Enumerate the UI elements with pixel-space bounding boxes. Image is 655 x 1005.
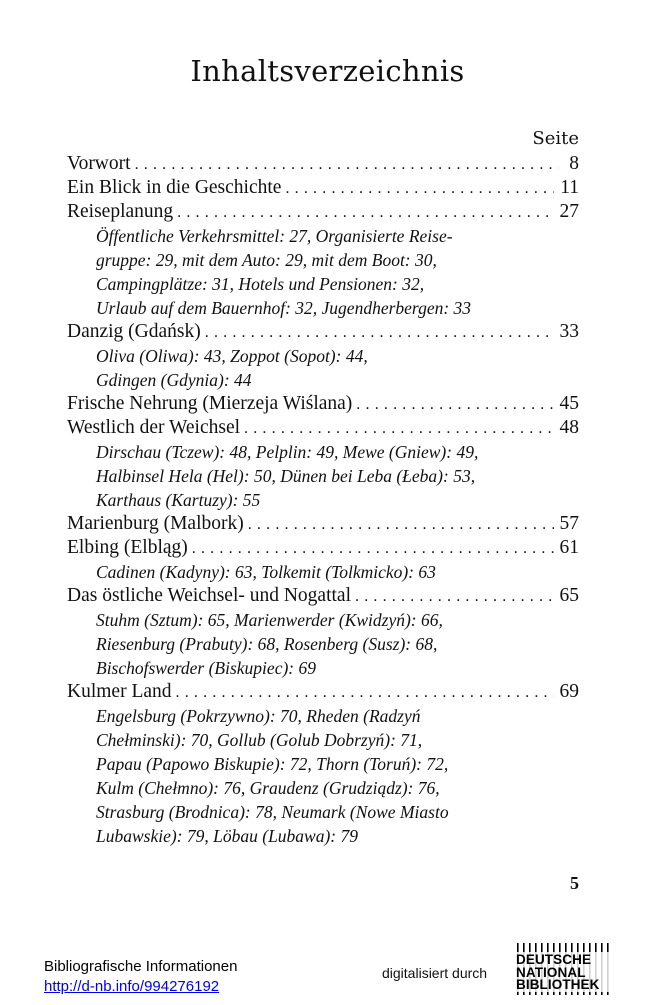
toc-leader-dots xyxy=(192,537,554,561)
toc-subentry-line xyxy=(67,224,579,248)
toc-subentry-text: Cadinen (Kadyny): 63, Tolkemit (Tolkmicko): 63 xyxy=(96,562,436,582)
toc-entry xyxy=(67,512,579,536)
toc-subentry-text: Bischofswerder (Biskupiec): 69 xyxy=(96,658,316,678)
toc-entry-page: 69 xyxy=(559,681,579,702)
toc-entry-title: Marienburg (Malbork) xyxy=(67,513,244,534)
toc-entry xyxy=(67,536,579,560)
page-number: 5 xyxy=(570,873,579,893)
toc-entry-title: Reiseplanung xyxy=(67,201,174,222)
toc-entry-title: Kulmer Land xyxy=(67,681,172,702)
toc-entry xyxy=(67,392,579,416)
toc-entry-title: Danzig (Gdańsk) xyxy=(67,321,201,342)
toc-entry-page: 27 xyxy=(559,201,579,222)
toc-entry-page: 61 xyxy=(559,537,579,558)
toc-subentry-text: Chełminski): 70, Gollub (Golub Dobrzyń): 71, xyxy=(96,730,423,750)
toc-leader-dots xyxy=(285,177,554,201)
toc-subentry-text: Strasburg (Brodnica): 78, Neumark (Nowe Miasto xyxy=(96,802,449,822)
toc-subentry-text: Halbinsel Hela (Hel): 50, Dünen bei Leba (Łeba): 53, xyxy=(96,466,476,486)
toc-subentry-line xyxy=(67,296,579,320)
toc-leader-dots xyxy=(205,321,554,345)
toc-subentry-text: Lubawskie): 79, Löbau (Lubawa): 79 xyxy=(96,826,359,846)
toc-leader-dots xyxy=(177,201,553,225)
toc-subentry-text: gruppe: 29, mit dem Auto: 29, mit dem Boot: 30, xyxy=(96,250,437,270)
toc-subentry-line xyxy=(67,704,579,728)
toc-subentry-line xyxy=(67,272,579,296)
toc-entry-page: 8 xyxy=(569,153,579,174)
toc-entry xyxy=(67,680,579,704)
toc-subentry-line xyxy=(67,656,579,680)
toc-subentry-text: Dirschau (Tczew): 48, Pelplin: 49, Mewe (Gniew): 49, xyxy=(96,442,479,462)
digitized-by-label: digitalisiert durch xyxy=(382,965,488,981)
toc-entry xyxy=(67,584,579,608)
toc-entry-title: Das östliche Weichsel- und Nogattal xyxy=(67,585,351,606)
dnb-logo xyxy=(514,943,614,995)
dnb-logo-text: DEUTSCHE NATIONAL BIBLIOTHEK xyxy=(516,952,600,992)
toc-leader-dots xyxy=(244,417,553,441)
toc-leader-dots xyxy=(248,513,554,537)
toc-leader-dots xyxy=(135,153,559,177)
toc-leader-dots xyxy=(176,681,554,705)
toc-entry xyxy=(67,176,579,200)
toc-entry-title: Vorwort xyxy=(67,153,131,174)
toc-entry xyxy=(67,416,579,440)
toc-subentry-line xyxy=(67,800,579,824)
toc-subentry-line xyxy=(67,368,579,392)
toc-subentry-text: Riesenburg (Prabuty): 68, Rosenberg (Susz): 68, xyxy=(96,634,438,654)
toc-entry-page: 33 xyxy=(559,321,579,342)
toc-entry-page: 65 xyxy=(559,585,579,606)
toc-entry-page: 11 xyxy=(560,177,579,198)
toc-entry-title: Ein Blick in die Geschichte xyxy=(67,177,282,198)
toc-subentry-text: Papau (Papowo Biskupie): 72, Thorn (Toruń): 72, xyxy=(96,754,449,774)
toc-subentry-text: Öffentliche Verkehrsmittel: 27, Organisierte Reise- xyxy=(96,226,453,246)
toc-subentry-text: Karthaus (Kartuzy): 55 xyxy=(96,490,261,510)
toc-entry-page: 57 xyxy=(559,513,579,534)
toc-subentry-text: Campingplätze: 31, Hotels und Pensionen: 32, xyxy=(96,274,425,294)
toc-subentry-text: Engelsburg (Pokrzywno): 70, Rheden (Radzyń xyxy=(96,706,421,726)
toc-entry-title: Westlich der Weichsel xyxy=(67,417,241,438)
toc-subentry-text: Gdingen (Gdynia): 44 xyxy=(96,370,252,390)
toc-subentry-text: Oliva (Oliwa): 43, Zoppot (Sopot): 44, xyxy=(96,346,368,366)
footer-bibliographic xyxy=(44,958,237,995)
table-of-contents xyxy=(67,152,579,848)
toc-entry-page: 48 xyxy=(559,417,579,438)
toc-subentry-line xyxy=(67,776,579,800)
toc-leader-dots xyxy=(355,585,554,609)
toc-entry-page: 45 xyxy=(559,393,579,414)
toc-subentry-line xyxy=(67,608,579,632)
toc-subentry-line xyxy=(67,464,579,488)
biblio-label: Bibliografische Informationen xyxy=(44,958,238,975)
dnb-link[interactable]: http://d-nb.info/994276192 xyxy=(44,978,220,995)
toc-subentry-text: Kulm (Chełmno): 76, Graudenz (Grudziądz): 76, xyxy=(96,778,440,798)
toc-subentry-line xyxy=(67,440,579,464)
toc-entry xyxy=(67,320,579,344)
toc-subentry-line xyxy=(67,824,579,848)
toc-leader-dots xyxy=(356,393,553,417)
toc-entry xyxy=(67,152,579,176)
toc-entry-title: Frische Nehrung (Mierzeja Wiślana) xyxy=(67,393,353,414)
toc-subentry-line xyxy=(67,248,579,272)
toc-subentry-line xyxy=(67,632,579,656)
toc-subentry-line xyxy=(67,752,579,776)
toc-subentry-line xyxy=(67,488,579,512)
toc-subentry-line xyxy=(67,560,579,584)
page-title: Inhaltsverzeichnis xyxy=(190,54,465,88)
toc-subentry-line xyxy=(67,728,579,752)
toc-entry xyxy=(67,200,579,224)
seite-label: Seite xyxy=(532,128,579,149)
toc-subentry-line xyxy=(67,344,579,368)
toc-entry-title: Elbing (Elbląg) xyxy=(67,537,188,558)
toc-subentry-text: Urlaub auf dem Bauernhof: 32, Jugendherbergen: 33 xyxy=(96,298,472,318)
toc-subentry-text: Stuhm (Sztum): 65, Marienwerder (Kwidzyń): 66, xyxy=(96,610,443,630)
